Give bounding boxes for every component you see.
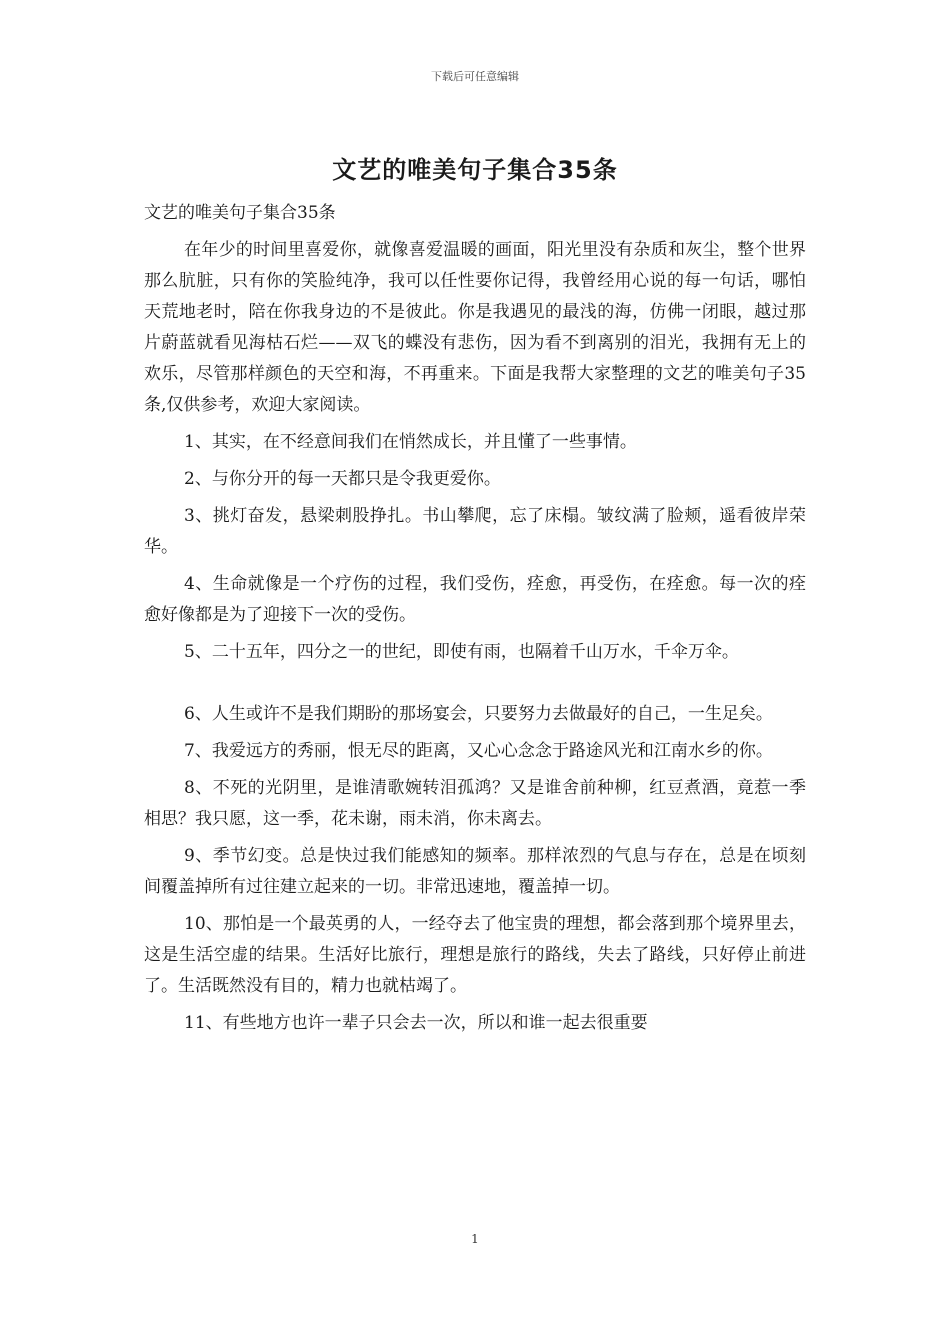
- subtitle-line: 文艺的唯美句子集合35条: [144, 203, 336, 223]
- list-item-6: 6、人生或许不是我们期盼的那场宴会，只要努力去做最好的自己，一生足矣。: [184, 704, 773, 724]
- list-item-1: 1、其实，在不经意间我们在悄然成长，并且懂了一些事情。: [184, 432, 637, 452]
- list-item-5: 5、二十五年，四分之一的世纪，即使有雨，也隔着千山万水，千伞万伞。: [184, 642, 739, 662]
- list-item-8: 8、不死的光阴里，是谁清歌婉转泪孤鸿？又是谁舍前种柳，红豆煮酒，竟惹一季相思？我只愿，这一季，花未谢，雨未消，你未离去。: [144, 778, 806, 829]
- list-item-9: 9、季节幻变。总是快过我们能感知的频率。那样浓烈的气息与存在，总是在顷刻间覆盖掉所有过往建立起来的一切。非常迅速地，覆盖掉一切。: [144, 846, 806, 897]
- list-item-2: 2、与你分开的每一天都只是令我更爱你。: [184, 469, 501, 489]
- list-item-3: 3、挑灯奋发，悬梁刺股挣扎。书山攀爬，忘了床榻。皱纹满了脸颊，遥看彼岸荣华。: [144, 506, 806, 557]
- list-item-10: 10、那怕是一个最英勇的人，一经夺去了他宝贵的理想，都会落到那个境界里去，这是生活空虚的结果。生活好比旅行，理想是旅行的路线，失去了路线，只好停止前进了。生活既然没有目的，精力也就枯竭了。: [144, 914, 806, 996]
- list-item-7: 7、我爱远方的秀丽，恨无尽的距离，又心心念念于路途风光和江南水乡的你。: [184, 741, 773, 761]
- document-body: [144, 198, 806, 1045]
- list-item-11: 11、有些地方也许一辈子只会去一次，所以和谁一起去很重要: [184, 1013, 648, 1033]
- document-title: 文艺的唯美句子集合35条: [332, 156, 618, 184]
- header-note: 下载后可任意编辑: [431, 70, 519, 83]
- page-number: 1: [471, 1232, 479, 1246]
- intro-paragraph: 在年少的时间里喜爱你，就像喜爱温暖的画面，阳光里没有杂质和灰尘，整个世界那么肮脏，只有你的笑脸纯净，我可以任性要你记得，我曾经用心说的每一句话，哪怕天荒地老时，陪在你我身边的不是彼此。你是我遇见的最浅的海，仿佛一闭眼，越过那片蔚蓝就看见海枯石烂——双飞的蝶没有悲伤，因为看不到离别的泪光，我拥有无上的欢乐，尽管那样颜色的天空和海，不再重来。下面是我帮大家整理的文艺的唯美句子35条,仅供参考，欢迎大家阅读。: [144, 240, 806, 415]
- list-item-4: 4、生命就像是一个疗伤的过程，我们受伤，痊愈，再受伤，在痊愈。每一次的痊愈好像都是为了迎接下一次的受伤。: [144, 574, 806, 625]
